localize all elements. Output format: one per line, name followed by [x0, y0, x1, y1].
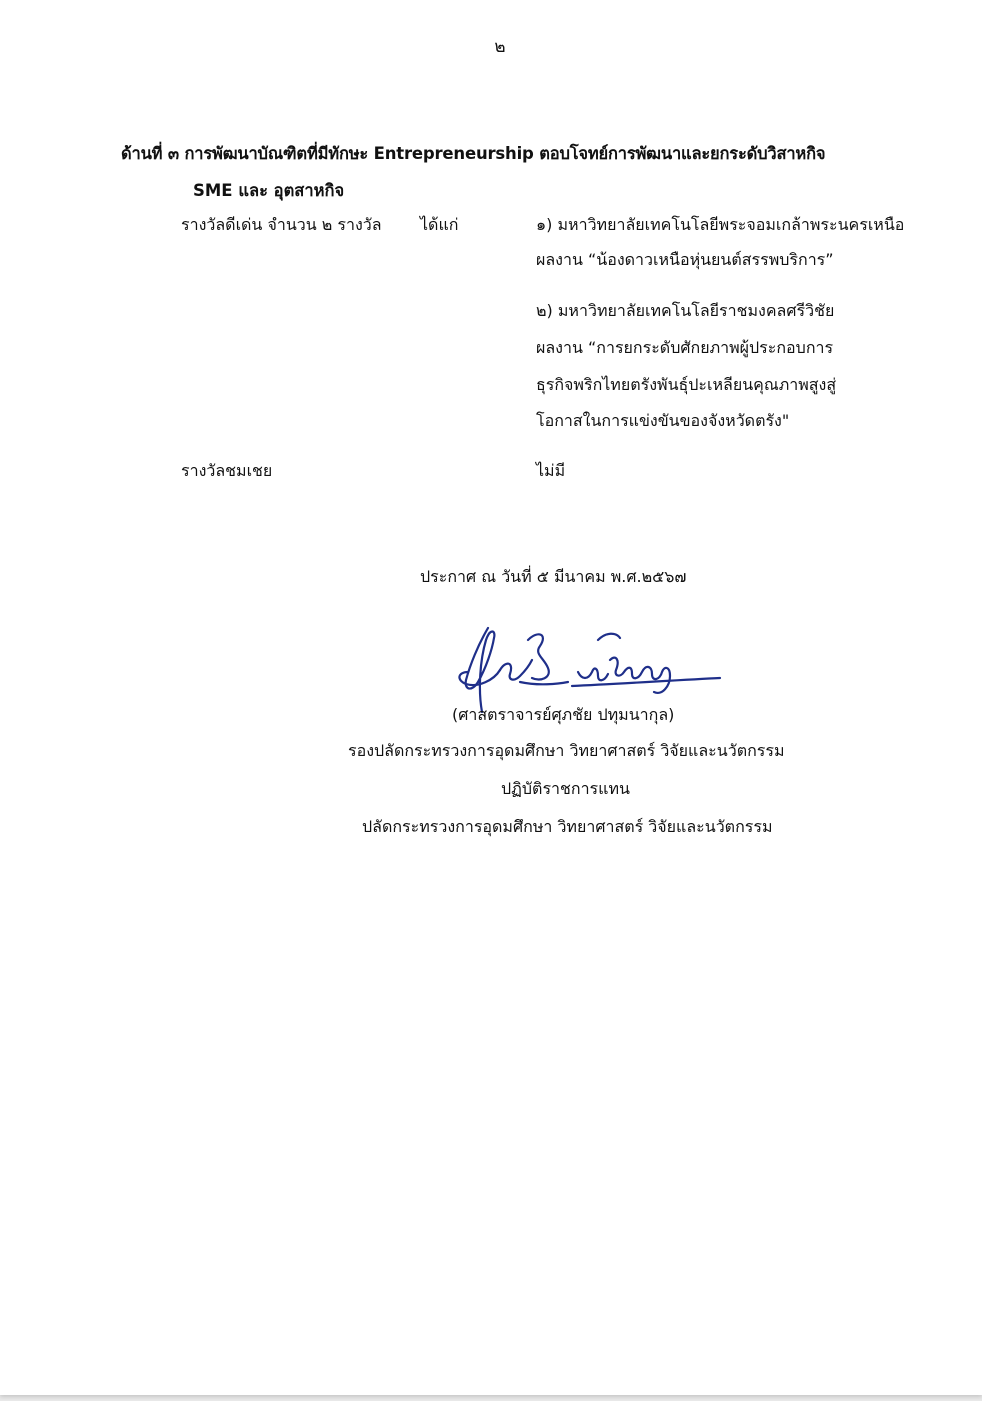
honorable-mention-value: ไม่มี [536, 461, 566, 480]
winner-2-line-4: โอกาสในการแข่งขันของจังหวัดตรัง" [536, 411, 790, 430]
page-number: ๒ [494, 37, 506, 57]
winner-2-line-3: ธุรกิจพริกไทยตรังพันธุ์ปะเหลียนคุณภาพสูงสู่ [536, 375, 837, 394]
signer-position-line2: ปฏิบัติราชการแทน [501, 779, 630, 798]
awarded-to-label: ได้แก่ [420, 215, 459, 234]
announcement-date: ประกาศ ณ วันที่ ๕ มีนาคม พ.ศ.๒๕๖๗ [420, 567, 687, 586]
winner-2-line-2: ผลงาน “การยกระดับศักยภาพผู้ประกอบการ [536, 338, 834, 357]
signer-name: (ศาสตราจารย์ศุภชัย ปทุมนากุล) [452, 705, 675, 724]
section-heading-line1: ด้านที่ ๓ การพัฒนาบัณฑิตที่มีทักษะ Entrepreneurship ตอบโจทย์การพัฒนาและยกระดับวิสาหกิจ [121, 144, 826, 163]
signer-position-line3: ปลัดกระทรวงการอุดมศึกษา วิทยาศาสตร์ วิจัยและนวัตกรรม [362, 817, 773, 836]
signer-position-line1: รองปลัดกระทรวงการอุดมศึกษา วิทยาศาสตร์ วิจัยและนวัตกรรม [348, 741, 785, 760]
honorable-mention-label: รางวัลชมเชย [181, 461, 273, 480]
winner-1-line-2: ผลงาน “น้องดาวเหนือหุ่นยนต์สรรพบริการ” [536, 250, 834, 269]
outstanding-award-label: รางวัลดีเด่น จำนวน ๒ รางวัล [181, 215, 382, 234]
winner-2-line-1: ๒) มหาวิทยาลัยเทคโนโลยีราชมงคลศรีวิชัย [536, 301, 835, 320]
section-heading-line2: SME และ อุตสาหกิจ [193, 181, 345, 200]
winner-1-line-1: ๑) มหาวิทยาลัยเทคโนโลยีพระจอมเกล้าพระนครเหนือ [536, 215, 905, 234]
